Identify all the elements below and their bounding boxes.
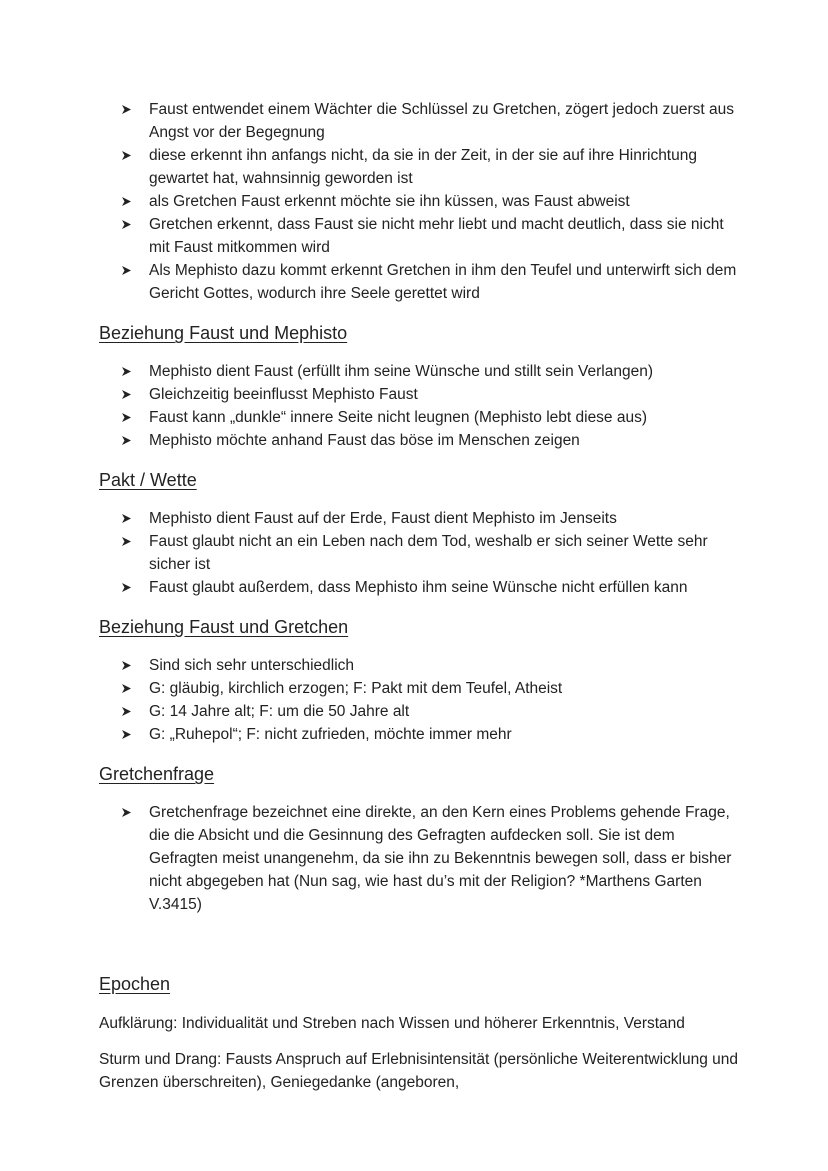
arrow-bullet-icon [119, 677, 135, 700]
aufklaerung-paragraph: Aufklärung: Individualität und Streben nach Wissen und höherer Erkenntnis, Verstand [99, 1015, 685, 1032]
arrow-bullet-icon [119, 530, 135, 553]
bullet-text: Mephisto dient Faust (erfüllt ihm seine Wünsche und stillt sein Verlangen) [149, 363, 653, 380]
arrow-bullet-icon [119, 259, 135, 282]
faust-gretchen-section [0, 654, 828, 746]
arrow-bullet-icon [119, 700, 135, 723]
sturm-und-drang-paragraph: Sturm und Drang: Fausts Anspruch auf Erlebnisintensität (persönliche Weiterentwicklung und Grenzen überschreiten), Geniegedanke (angeboren, [99, 1051, 738, 1091]
bullet-text: Mephisto möchte anhand Faust das böse im Menschen zeigen [149, 432, 580, 449]
list-item [0, 576, 828, 599]
arrow-bullet-icon [119, 654, 135, 677]
list-item [0, 360, 828, 383]
heading-faust-gretchen: Beziehung Faust und Gretchen [99, 617, 349, 637]
arrow-bullet-icon [119, 576, 135, 599]
top-bullet-list [0, 98, 828, 305]
bullet-text: Mephisto dient Faust auf der Erde, Faust dient Mephisto im Jenseits [149, 510, 617, 527]
arrow-bullet-icon [119, 507, 135, 530]
bullet-text: Sind sich sehr unterschiedlich [149, 657, 355, 674]
list-item [0, 259, 828, 305]
bullet-text: diese erkennt ihn anfangs nicht, da sie in der Zeit, in der sie auf ihre Hinrichtung gewartet hat, wahnsinnig geworden ist [149, 147, 697, 187]
bullet-text: Faust kann „dunkle“ innere Seite nicht leugnen (Mephisto lebt diese aus) [149, 409, 648, 426]
list-item [0, 406, 828, 429]
heading-gretchenfrage: Gretchenfrage [99, 764, 215, 784]
arrow-bullet-icon [119, 144, 135, 167]
list-item [0, 677, 828, 700]
arrow-bullet-icon [119, 98, 135, 121]
list-item [0, 801, 828, 916]
list-item [0, 144, 828, 190]
arrow-bullet-icon [119, 801, 135, 824]
list-item [0, 190, 828, 213]
bullet-text: Gretchenfrage bezeichnet eine direkte, an den Kern eines Problems gehende Frage, die die Absicht und die Gesinnung des Gefragten aufdecken soll. Sie ist dem Gefragten meist unangenehm, da sie ihn zu Bekenntnis bewegen soll, dass er bisher nicht abgegeben hat (Nun sag, wie hast du’s mit der Religion? *Marthens Garten V.3415) [149, 804, 732, 913]
bullet-text: Gleichzeitig beeinflusst Mephisto Faust [149, 386, 418, 403]
bullet-text: Gretchen erkennt, dass Faust sie nicht mehr liebt und macht deutlich, dass sie nicht mit Faust mitkommen wird [149, 216, 724, 256]
list-item [0, 98, 828, 144]
pakt-section [0, 507, 828, 599]
list-item [0, 700, 828, 723]
heading-faust-mephisto: Beziehung Faust und Mephisto [99, 323, 348, 343]
arrow-bullet-icon [119, 213, 135, 236]
bullet-text: als Gretchen Faust erkennt möchte sie ihn küssen, was Faust abweist [149, 193, 630, 210]
bullet-text: Als Mephisto dazu kommt erkennt Gretchen in ihm den Teufel und unterwirft sich dem Gericht Gottes, wodurch ihre Seele gerettet wird [149, 262, 737, 302]
bullet-text: Faust entwendet einem Wächter die Schlüssel zu Gretchen, zögert jedoch zuerst aus Angst vor der Begegnung [149, 101, 734, 141]
heading-pakt-wette: Pakt / Wette [99, 470, 197, 490]
bullet-text: G: „Ruhepol“; F: nicht zufrieden, möchte immer mehr [149, 726, 512, 743]
list-item [0, 723, 828, 746]
pakt-list [0, 507, 828, 599]
bullet-text: Faust glaubt nicht an ein Leben nach dem Tod, weshalb er sich seiner Wette sehr sicher ist [149, 533, 708, 573]
faust-mephisto-section [0, 360, 828, 452]
arrow-bullet-icon [119, 406, 135, 429]
list-item [0, 530, 828, 576]
bullet-text: G: gläubig, kirchlich erzogen; F: Pakt mit dem Teufel, Atheist [149, 680, 563, 697]
arrow-bullet-icon [119, 190, 135, 213]
list-item [0, 507, 828, 530]
arrow-bullet-icon [119, 429, 135, 452]
list-item [0, 654, 828, 677]
gretchenfrage-section [0, 801, 828, 916]
arrow-bullet-icon [119, 723, 135, 746]
faust-mephisto-list [0, 360, 828, 452]
arrow-bullet-icon [119, 360, 135, 383]
top-bullet-section [0, 98, 828, 305]
list-item [0, 213, 828, 259]
faust-gretchen-list [0, 654, 828, 746]
bullet-text: G: 14 Jahre alt; F: um die 50 Jahre alt [149, 703, 410, 720]
list-item [0, 429, 828, 452]
bullet-text: Faust glaubt außerdem, dass Mephisto ihm seine Wünsche nicht erfüllen kann [149, 579, 688, 596]
heading-epochen: Epochen [99, 974, 171, 994]
arrow-bullet-icon [119, 383, 135, 406]
list-item [0, 383, 828, 406]
gretchenfrage-list [0, 801, 828, 916]
